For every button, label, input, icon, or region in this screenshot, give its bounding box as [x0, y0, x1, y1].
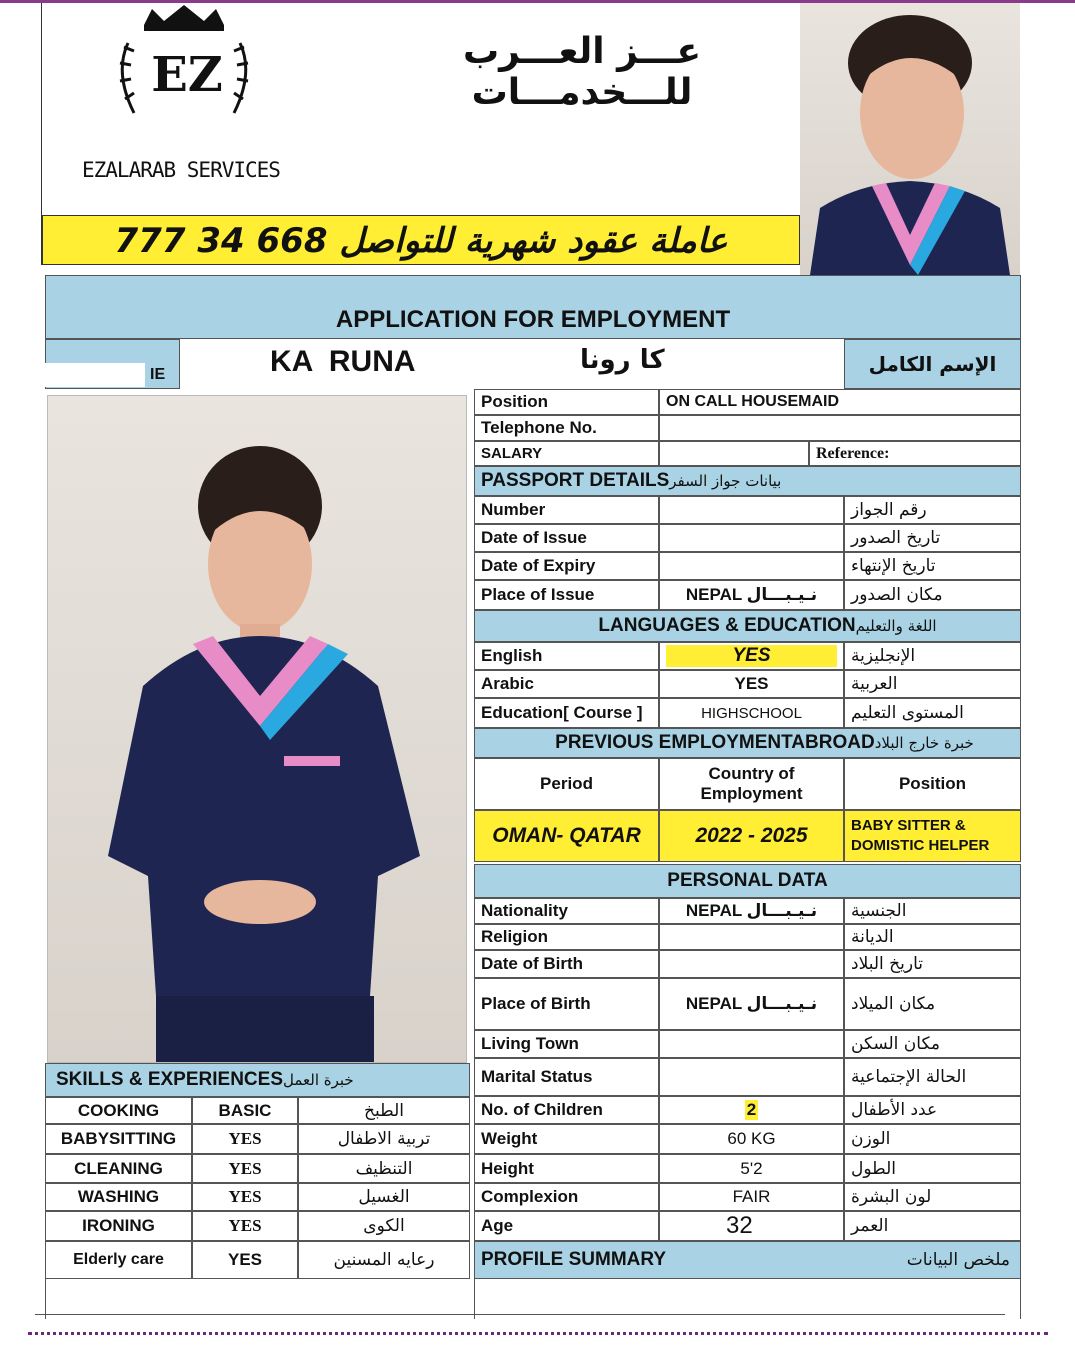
form-title-bar: [45, 275, 1021, 339]
weight-value[interactable]: 60 KG: [659, 1124, 844, 1154]
weight-label: Weight: [474, 1124, 659, 1154]
logo-letters: EZ: [151, 47, 223, 103]
name-en: KA RUNA: [270, 345, 416, 378]
living-town-value[interactable]: [659, 1030, 844, 1058]
marital-status-value[interactable]: [659, 1058, 844, 1096]
english-value-text: YES: [666, 645, 837, 667]
form-bottom-rule: [35, 1314, 1005, 1315]
nationality-ar: الجنسية: [844, 898, 1021, 924]
pob-label: Place of Birth: [474, 978, 659, 1030]
place-of-issue-ar: مكان الصدور: [844, 580, 1021, 610]
complexion-label: Complexion: [474, 1183, 659, 1211]
dob-ar: تاريخ البلاد: [844, 950, 1021, 978]
skill-name: BABYSITTING: [45, 1124, 192, 1154]
company-name-ar: عـــز العـــرب للـــخدمـــات: [462, 31, 702, 113]
complexion-value[interactable]: FAIR: [659, 1183, 844, 1211]
skill-level[interactable]: BASIC: [192, 1097, 298, 1124]
children-ar: عدد الأطفال: [844, 1096, 1021, 1124]
skill-level[interactable]: YES: [192, 1124, 298, 1154]
country-header: Country of Employment: [659, 758, 844, 810]
pob-value[interactable]: NEPAL نـيـبـــال: [659, 978, 844, 1030]
religion-label: Religion: [474, 924, 659, 950]
skill-ar: التنظيف: [298, 1154, 470, 1183]
issue-date-ar: تاريخ الصدور: [844, 524, 1021, 552]
skill-level[interactable]: YES: [192, 1241, 298, 1279]
place-of-issue-value[interactable]: NEPAL نـيـبـــال: [659, 580, 844, 610]
languages-heading-ar: اللغة والتعليم: [855, 617, 937, 635]
age-value[interactable]: [659, 1211, 844, 1241]
height-label: Height: [474, 1154, 659, 1183]
skill-name: COOKING: [45, 1097, 192, 1124]
header-photo: [800, 3, 1020, 275]
height-value[interactable]: 5'2: [659, 1154, 844, 1183]
passport-number-label: Number: [474, 496, 659, 524]
age-ar: العمر: [844, 1211, 1021, 1241]
children-value-text: 2: [746, 1100, 757, 1119]
issue-date-label: Date of Issue: [474, 524, 659, 552]
company-name-en: EZALARAB SERVICES: [82, 158, 280, 182]
skills-heading-en: SKILLS & EXPERIENCES: [56, 1069, 283, 1090]
header: [41, 3, 801, 265]
expiry-date-ar: تاريخ الإنتهاء: [844, 552, 1021, 580]
height-ar: الطول: [844, 1154, 1021, 1183]
previous-heading-ar: خبرة خارج البلاد: [874, 734, 974, 752]
telephone-label: Telephone No.: [474, 415, 659, 441]
nationality-value[interactable]: NEPAL نـيـبـــال: [659, 898, 844, 924]
education-ar: المستوى التعليم: [844, 698, 1021, 728]
marital-status-ar: الحالة الإجتماعية: [844, 1058, 1021, 1096]
complexion-ar: لون البشرة: [844, 1183, 1021, 1211]
bottom-dotted-border: [28, 1332, 1048, 1335]
skill-name: CLEANING: [45, 1154, 192, 1183]
skill-name: WASHING: [45, 1183, 192, 1211]
skill-ar: الغسيل: [298, 1183, 470, 1211]
languages-heading: [474, 610, 1021, 642]
skill-name: Elderly care: [45, 1241, 192, 1279]
main-photo: [47, 395, 467, 1063]
salary-value[interactable]: [659, 441, 809, 466]
passport-heading-en: PASSPORT DETAILS: [481, 470, 670, 491]
telephone-value[interactable]: [659, 415, 1021, 441]
period-value-text: OMAN- QATAR: [492, 824, 641, 847]
previous-employment-heading: [474, 728, 1021, 758]
skill-ar: رعايه المسنين: [298, 1241, 470, 1279]
passport-heading-ar: بيانات جواز السفر: [669, 472, 782, 490]
passport-number-value[interactable]: [659, 496, 844, 524]
languages-heading-en: LANGUAGES & EDUCATION: [598, 615, 856, 636]
weight-ar: الوزن: [844, 1124, 1021, 1154]
profile-heading-en: PROFILE SUMMARY: [481, 1249, 667, 1270]
country-value-text: 2022 - 2025: [695, 824, 808, 847]
form-bottom-area: [45, 1279, 474, 1319]
prev-position-value-text: BABY SITTER & DOMISTIC HELPER: [851, 817, 990, 854]
children-label: No. of Children: [474, 1096, 659, 1124]
skill-name: IRONING: [45, 1211, 192, 1241]
previous-heading-en: PREVIOUS EMPLOYMENTABROAD: [555, 732, 875, 753]
dob-value[interactable]: [659, 950, 844, 978]
living-town-ar: مكان السكن: [844, 1030, 1021, 1058]
name-label-ar: الإسم الكامل: [844, 339, 1021, 389]
passport-number-ar: رقم الجواز: [844, 496, 1021, 524]
position-value[interactable]: [659, 389, 1021, 415]
arabic-ar: العربية: [844, 670, 1021, 698]
religion-ar: الديانة: [844, 924, 1021, 950]
skills-heading: [45, 1063, 470, 1097]
nationality-label: Nationality: [474, 898, 659, 924]
passport-heading: [474, 466, 1021, 496]
english-label: English: [474, 642, 659, 670]
age-label: Age: [474, 1211, 659, 1241]
skill-ar: تربية الاطفال: [298, 1124, 470, 1154]
marital-status-label: Marital Status: [474, 1058, 659, 1096]
education-label: Education[ Course ]: [474, 698, 659, 728]
reference-label: Reference:: [809, 441, 1021, 466]
position-header: Position: [844, 758, 1021, 810]
form-title: APPLICATION FOR EMPLOYMENT: [335, 306, 731, 333]
age-value-text: 32: [726, 1212, 753, 1239]
expiry-date-label: Date of Expiry: [474, 552, 659, 580]
profile-summary-body[interactable]: [474, 1279, 1021, 1319]
personal-data-heading: PERSONAL DATA: [474, 864, 1021, 898]
children-value[interactable]: [659, 1096, 844, 1124]
skill-level[interactable]: YES: [192, 1154, 298, 1183]
pob-ar: مكان الميلاد: [844, 978, 1021, 1030]
religion-value[interactable]: [659, 924, 844, 950]
salary-label: SALARY: [474, 441, 659, 466]
living-town-label: Living Town: [474, 1030, 659, 1058]
name-field[interactable]: [180, 339, 844, 389]
english-ar: الإنجليزية: [844, 642, 1021, 670]
profile-heading-ar: ملخص البيانات: [906, 1250, 1010, 1270]
position-value-text: ON CALL HOUSEMAID: [666, 393, 840, 410]
name-label-cover: [45, 363, 145, 387]
english-value[interactable]: [659, 642, 844, 670]
country-value[interactable]: [659, 810, 844, 862]
position-label: Position: [474, 389, 659, 415]
education-value[interactable]: HIGHSCHOOL: [659, 698, 844, 728]
name-label-partial: IE: [150, 366, 166, 383]
period-value[interactable]: [474, 810, 659, 862]
skill-ar: الكوى: [298, 1211, 470, 1241]
arabic-label: Arabic: [474, 670, 659, 698]
skill-level[interactable]: YES: [192, 1183, 298, 1211]
arabic-value[interactable]: YES: [659, 670, 844, 698]
place-of-issue-label: Place of Issue: [474, 580, 659, 610]
prev-position-value[interactable]: [844, 810, 1021, 862]
profile-summary-heading: [474, 1241, 1021, 1279]
expiry-date-value[interactable]: [659, 552, 844, 580]
contact-banner: [42, 215, 800, 265]
issue-date-value[interactable]: [659, 524, 844, 552]
name-ar: كا رونا: [580, 345, 665, 375]
period-header: Period: [474, 758, 659, 810]
skill-ar: الطبخ: [298, 1097, 470, 1124]
skill-level[interactable]: YES: [192, 1211, 298, 1241]
contact-banner-text: عاملة عقود شهرية للتواصل 668 34 777: [114, 221, 728, 261]
skills-heading-ar: خبرة العمل: [283, 1071, 354, 1089]
dob-label: Date of Birth: [474, 950, 659, 978]
